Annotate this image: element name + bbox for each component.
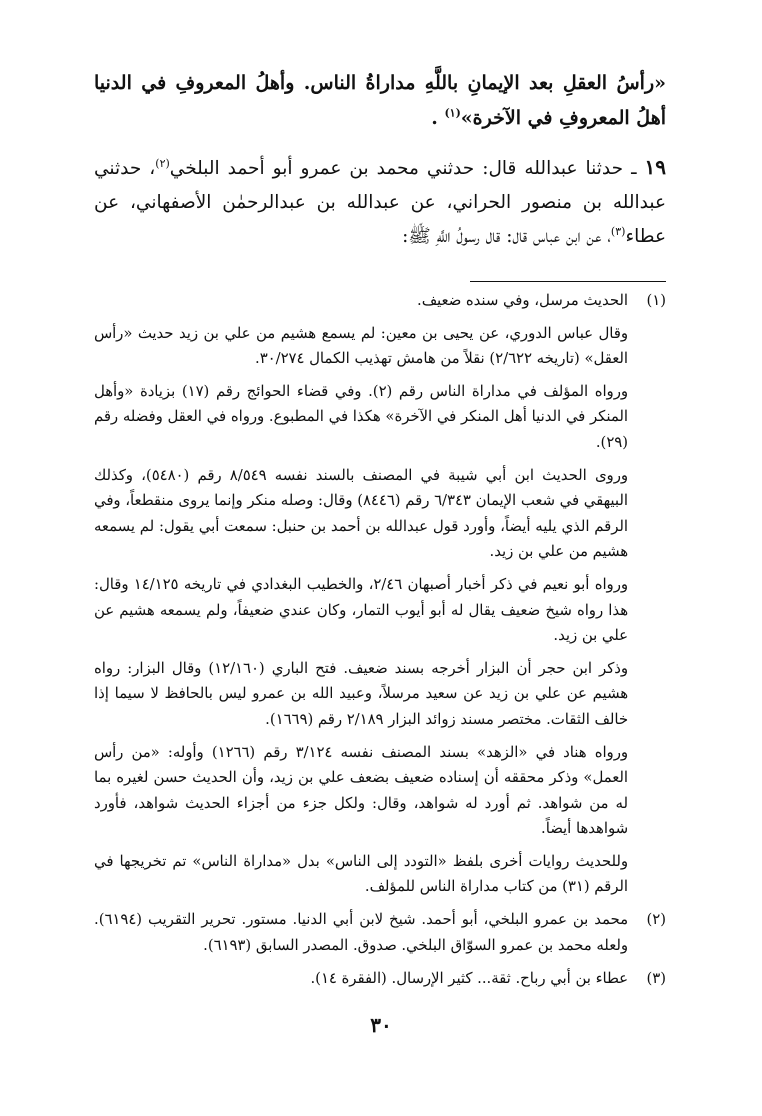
quote-line-2: أهلُ المعروفِ في الآخرة» bbox=[460, 107, 666, 129]
footnote-paragraph: وروى الحديث ابن أبي شيبة في المصنف بالسند نفسه ٨/٥٤٩ رقم (٥٤٨٠)، وكذلك البيهقي في شعب الإيمان ٦/٣٤٣ رقم (٨٤٤٦) وقال: وصله منكر وإنما يروى منقطعاً، وفي الرقم الذي يليه أيضاً، وأورد قول عبدالله بن أحمد بن حنبل: سمعت أبي يقول: لم يسمعه هشيم من علي بن زيد. bbox=[94, 466, 628, 561]
footnote-number: (٣) bbox=[646, 970, 666, 988]
hadith-text-3: ، عن ابن عباس قال: قال رسولُ اللَّهِ ﷺ: bbox=[402, 226, 611, 247]
footnote-number: (٢) bbox=[646, 911, 666, 929]
footnote-1 bbox=[94, 288, 666, 907]
footnote-body bbox=[94, 288, 628, 907]
footnote-paragraph: عطاء بن أبي رباح. ثقة... كثير الإرسال. (الفقرة ١٤). bbox=[310, 970, 628, 988]
hadith-quote bbox=[94, 66, 666, 136]
footnote-body bbox=[94, 966, 628, 999]
footnote-ref-3: (٣) bbox=[610, 224, 626, 238]
footnote-paragraph: ورواه هناد في «الزهد» بسند المصنف نفسه ٣/١٢٤ رقم (١٢٦٦) وأوله: «من رأس العمل» وذكر محققه أن إسناده ضعيف بضعف علي بن زيد، وأن الحديث حسن لغيره بما له من شواهد. ثم أورد له شواهد، وقال: ولكل جزء من أجزاء الحديث شواهد، فأورد شواهدها أيضاً. bbox=[94, 743, 628, 838]
footnote-paragraph: الحديث مرسل، وفي سنده ضعيف. bbox=[417, 292, 628, 309]
page-number: ٣٠ bbox=[370, 1013, 392, 1037]
footnote-paragraph: ورواه المؤلف في مداراة الناس رقم (٢). وفي قضاء الحوائج رقم (١٧) بزيادة «وأهل المنكر في الدنيا أهل المنكر في الآخرة» هكذا في المطبوع. ورواه في العقل وفضله رقم (٢٩). bbox=[94, 382, 628, 451]
footnote-body bbox=[94, 907, 628, 965]
hadith-number: ١٩ bbox=[644, 155, 666, 179]
footnote-paragraph: محمد بن عمرو البلخي، أبو أحمد. شيخ لابن أبي الدنيا. مستور. تحرير التقريب (٦١٩٤). ولعله محمد بن عمرو السوّاق البلخي. صدوق. المصدر السابق (٦١٩٣). bbox=[94, 911, 628, 954]
quote-end: . bbox=[431, 107, 438, 129]
hadith-text-1: ـ حدثنا عبدالله قال: حدثني محمد بن عمرو أبو أحمد البلخي bbox=[169, 158, 645, 179]
footnote-ref-1: (١) bbox=[444, 106, 461, 120]
quote-line-1: «رأسُ العقلِ بعد الإيمانِ باللَّهِ مداراةُ الناس. وأهلُ المعروفِ في الدنيا bbox=[94, 72, 666, 94]
footnote-paragraph: وذكر ابن حجر أن البزار أخرجه بسند ضعيف. فتح الباري (١٢/١٦٠) وقال البزار: رواه هشيم عن علي بن زيد عن سعيد مرسلاً، وعبيد الله بن عمرو ليس بالحافظ لا سيما إذا خالف الثقات. مختصر مسند زوائد البزار ٢/١٨٩ رقم (١٦٦٩). bbox=[94, 659, 628, 728]
footnotes bbox=[94, 288, 666, 999]
footnote-number: (١) bbox=[646, 292, 666, 309]
footnote-2 bbox=[94, 907, 666, 965]
footnote-paragraph: ورواه أبو نعيم في ذكر أخبار أصبهان ٢/٤٦، والخطيب البغدادي في تاريخه ١٤/١٢٥ وقال: هذا رواه شيخ ضعيف يقال له أبو أيوب التمار، وكان عندي ضعيفاً، ولم يسمعه هشيم عن علي بن زيد. bbox=[94, 575, 628, 645]
footnote-3 bbox=[94, 966, 666, 999]
footnote-separator bbox=[470, 281, 666, 282]
footnote-paragraph: وقال عباس الدوري، عن يحيى بن معين: لم يسمع هشيم من علي بن زيد حديث «رأس العقل» (تاريخه ٢/٦٢٢) نقلاً من هامش تهذيب الكمال ٣٠/٢٧٤. bbox=[94, 324, 628, 368]
footnote-ref-2: (٢) bbox=[155, 156, 170, 170]
footnote-paragraph: وللحديث روايات أخرى بلفظ «التودد إلى الناس» بدل «مداراة الناس» تم تخريجها في الرقم (٣١) من كتاب مداراة الناس للمؤلف. bbox=[94, 852, 628, 896]
hadith-isnad bbox=[94, 150, 666, 254]
hadith-text-2: ، حدثني عبدالله بن منصور الحراني، عن عبدالله بن عبدالرحمٰن الأصفهاني، عن عطاء bbox=[94, 158, 666, 247]
